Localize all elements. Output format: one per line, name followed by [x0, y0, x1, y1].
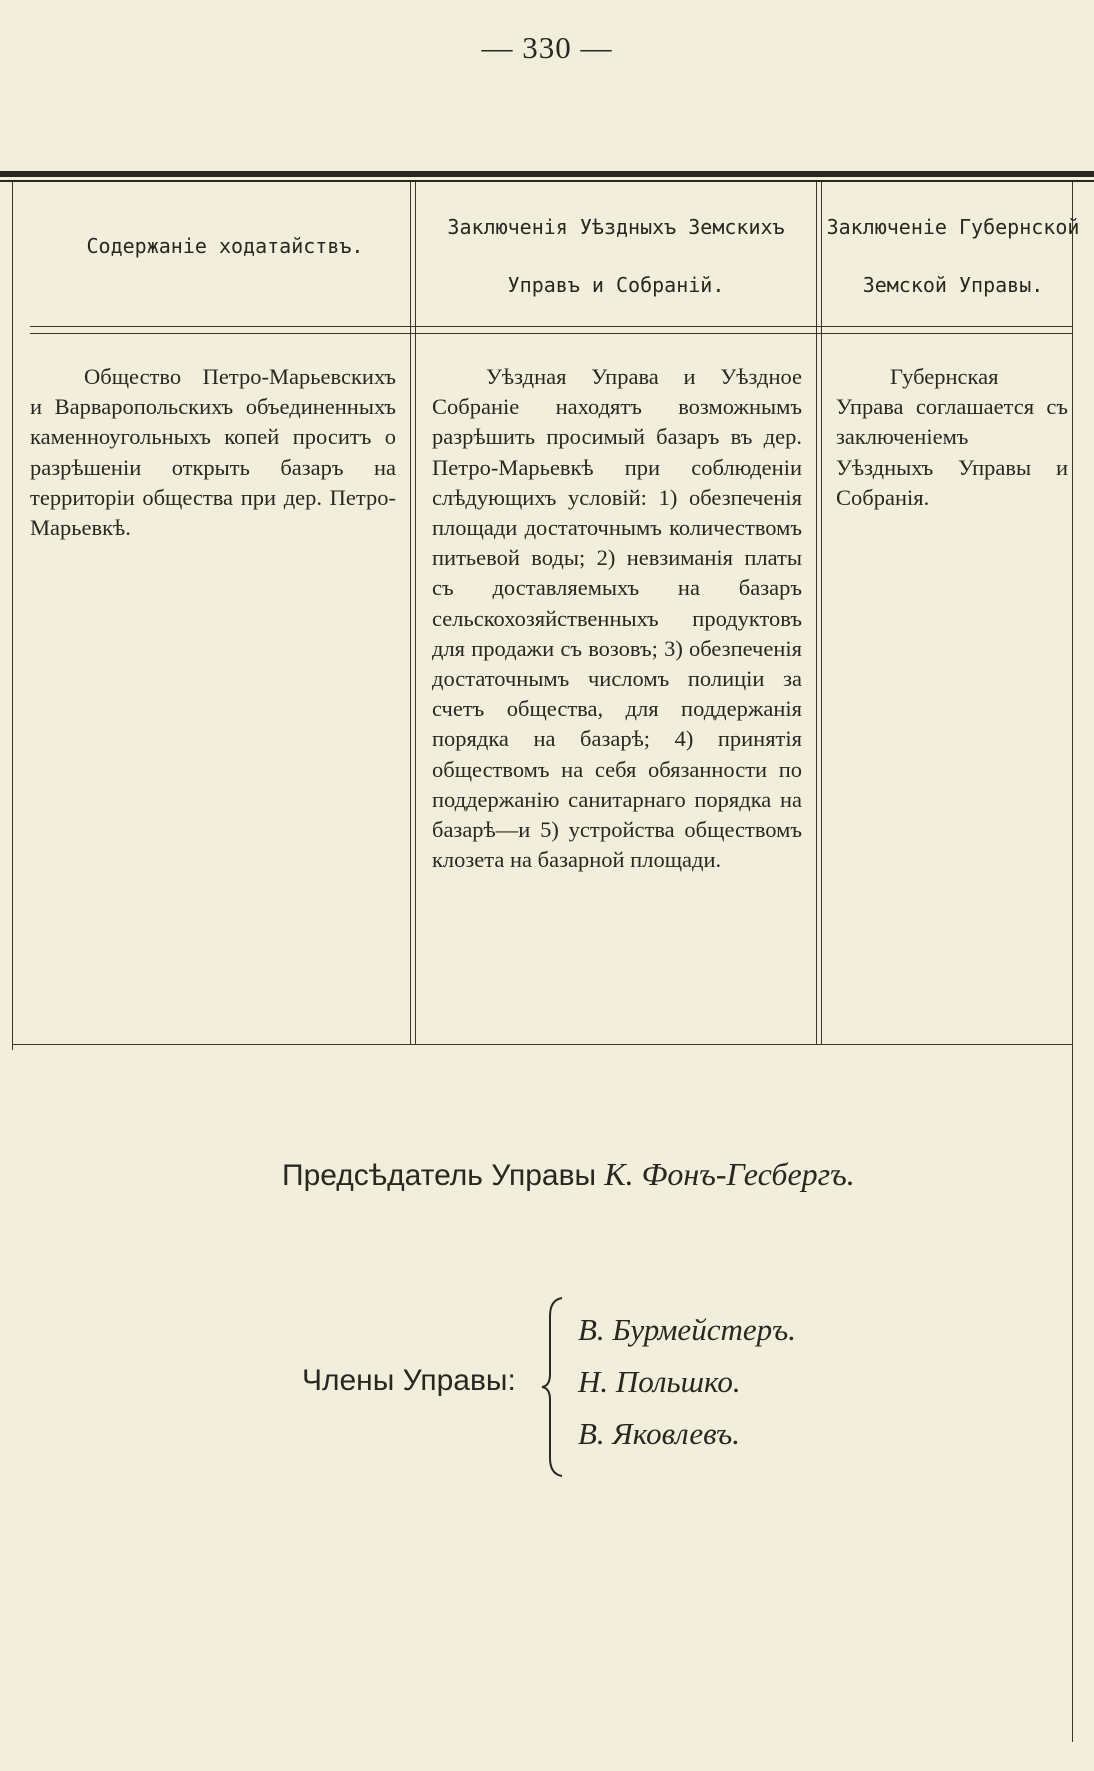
cell-petition: Общество Петро-Марьевскихъ и Варваропольскихъ объединенныхъ каменноугольныхъ копей проситъ о разрѣшеніи открыть базаръ на территоріи общества при дер. Петро-Марьевкѣ. — [30, 364, 396, 541]
members-brace — [540, 1296, 570, 1478]
member-name-3: В. Яковлевъ. — [578, 1416, 741, 1451]
header-district-opinions — [425, 186, 807, 326]
header-petition-content-text: Содержаніе ходатайствъ. — [86, 234, 364, 258]
member-name-2: Н. Польшко. — [578, 1364, 741, 1399]
chairman-name: К. Фонъ-Гесбергъ. — [604, 1156, 855, 1192]
members-label: Члены Управы: — [302, 1364, 516, 1397]
page-number: — 330 — — [481, 30, 613, 65]
chairman-line — [282, 1156, 855, 1193]
cell-district-opinion: Уѣздная Управа и Уѣздное Собраніе находятъ возможнымъ разрѣшить просимый базаръ въ дер. Петро-Марьевкѣ при соблюденіи слѣдующихъ условій: 1) обезпеченія площади достаточнымъ количествомъ питьевой воды; 2) невзиманія платы съ доставляемыхъ на базаръ сельскохозяйственныхъ продуктовъ для продажи съ возовъ; 3) обезпеченія достаточнымъ числомъ полиціи за счетъ общества, для поддержанія порядка на базарѣ; 4) принятія обществомъ на себя обязанности по поддержанію санитарнаго порядка на базарѣ—и 5) устройства обществомъ клозета на базарной площади. — [432, 364, 802, 873]
header-provincial-opinion — [826, 186, 1080, 326]
header-district-opinions-text: Заключенія Уѣздныхъ Земскихъ Управъ и Собраній. — [447, 215, 785, 297]
cell-provincial-opinion: Губернская Управа соглашается съ заключеніемъ Уѣздныхъ Управы и Собранія. — [836, 364, 1068, 510]
header-provincial-opinion-text: Заключеніе Губернской Земской Управы. — [826, 215, 1080, 297]
header-rule-b — [30, 333, 1072, 334]
table-bottom-rule — [12, 1044, 1072, 1045]
header-petition-content — [70, 176, 380, 316]
header-rule-a — [30, 326, 1072, 327]
table-header-row — [0, 186, 1094, 326]
chairman-label: Предсѣдатель Управы — [282, 1159, 597, 1192]
table-right-border — [1072, 182, 1073, 1742]
member-name-1: В. Бурмейстеръ. — [578, 1312, 796, 1347]
